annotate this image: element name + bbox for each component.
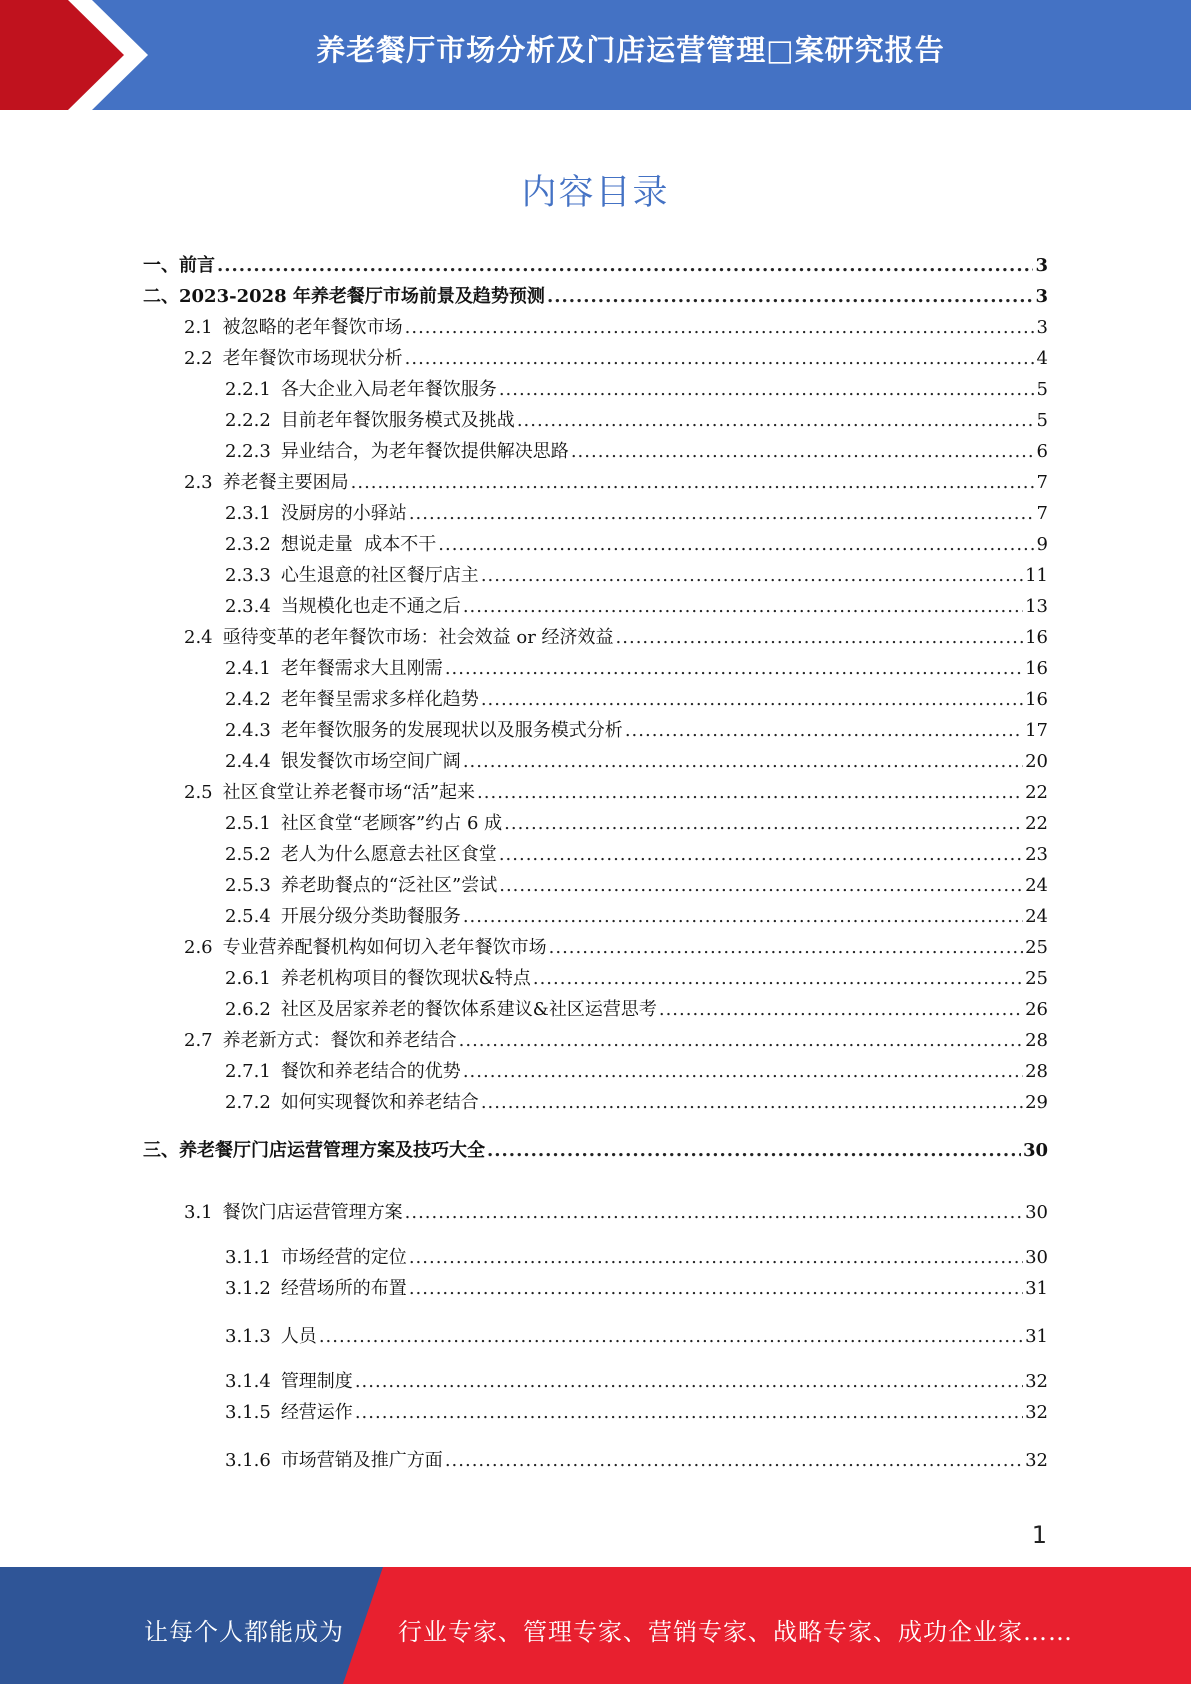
toc-entry-label: 养老新方式：餐饮和养老结合 [222, 1030, 457, 1051]
toc-dot-leader [438, 534, 1034, 556]
toc-entry-number: 2.2 [184, 348, 213, 369]
toc-entry[interactable] [225, 1371, 1048, 1393]
toc-entry[interactable] [225, 1402, 1048, 1424]
toc-entry[interactable] [225, 875, 1048, 897]
toc-entry[interactable] [225, 751, 1048, 773]
toc-entry[interactable] [184, 1202, 1048, 1224]
toc-dot-leader [409, 503, 1035, 525]
toc-entry-page: 32 [1025, 1371, 1048, 1392]
toc-entry-number: 2.5.3 [225, 875, 271, 896]
toc-entry-label: 人员 [280, 1326, 317, 1347]
toc-entry-number: 2.7.1 [225, 1061, 271, 1082]
toc-entry[interactable] [225, 1450, 1048, 1472]
toc-entry[interactable] [225, 441, 1048, 463]
toc-entry-label: 老年餐呈需求多样化趋势 [280, 689, 479, 710]
toc-dot-leader [477, 782, 1023, 804]
toc-entry-page: 5 [1036, 379, 1048, 400]
toc-entry-label: 被忽略的老年餐饮市场 [222, 317, 403, 338]
toc-entry-page: 23 [1025, 844, 1048, 865]
toc-entry[interactable] [143, 1140, 1048, 1162]
toc-dot-leader [499, 379, 1035, 401]
toc-entry-page: 7 [1036, 472, 1048, 493]
toc-entry[interactable] [143, 255, 1048, 277]
toc-entry-label: 市场营销及推广方面 [280, 1450, 443, 1471]
toc-dot-leader [571, 441, 1035, 463]
toc-entry[interactable] [225, 999, 1048, 1021]
toc-entry-label: 餐饮门店运营管理方案 [222, 1202, 403, 1223]
toc-entry-page: 9 [1036, 534, 1048, 555]
toc-dot-leader [319, 1326, 1023, 1348]
toc-entry-label: 经营场所的布置 [280, 1278, 407, 1299]
toc-dot-leader [217, 255, 1033, 277]
toc-entry-number: 2.3.1 [225, 503, 271, 524]
toc-dot-leader [463, 596, 1023, 618]
toc-entry-label: 没厨房的小驿站 [280, 503, 407, 524]
toc-entry[interactable] [225, 813, 1048, 835]
toc-entry-page: 28 [1025, 1061, 1048, 1082]
toc-entry-page: 28 [1025, 1030, 1048, 1051]
toc-dot-leader [409, 1247, 1023, 1269]
toc-dot-leader [445, 658, 1023, 680]
toc-entry-page: 3 [1035, 286, 1048, 307]
toc-entry[interactable] [184, 1030, 1048, 1052]
toc-entry-page: 3 [1036, 317, 1048, 338]
toc-dot-leader [481, 1092, 1023, 1114]
toc-entry-number: 2.4.4 [225, 751, 271, 772]
toc-entry-label: 三、养老餐厅门店运营管理方案及技巧大全 [143, 1140, 485, 1161]
toc-entry-number: 2.5.4 [225, 906, 271, 927]
toc-dot-leader [355, 1371, 1023, 1393]
toc-entry-page: 26 [1025, 999, 1048, 1020]
toc-dot-leader [659, 999, 1023, 1021]
toc-heading: 内容目录 [521, 173, 670, 213]
toc-entry-page: 16 [1025, 658, 1048, 679]
toc-dot-leader [351, 472, 1035, 494]
toc-entry-label: 想说走量 成本不干 [280, 534, 437, 555]
toc-entry-label: 异业结合，为老年餐饮提供解决思路 [280, 441, 569, 462]
toc-entry-number: 2.6.2 [225, 999, 271, 1020]
toc-entry-page: 5 [1036, 410, 1048, 431]
toc-entry[interactable] [225, 689, 1048, 711]
toc-entry-label: 养老餐主要困局 [222, 472, 349, 493]
toc-entry[interactable] [225, 844, 1048, 866]
toc-dot-leader [405, 1202, 1023, 1224]
toc-entry-number: 2.4.2 [225, 689, 271, 710]
toc-entry-label: 社区食堂“老顾客”约占 6 成 [280, 813, 503, 834]
toc-dot-leader [616, 627, 1024, 649]
toc-entry-page: 32 [1025, 1450, 1048, 1471]
footer-slogan-right: 行业专家、管理专家、营销专家、战略专家、成功企业家…… [398, 1618, 1073, 1646]
toc-entry[interactable] [225, 1092, 1048, 1114]
toc-dot-leader [499, 875, 1023, 897]
toc-entry-page: 30 [1025, 1247, 1048, 1268]
toc-entry-number: 3.1.2 [225, 1278, 271, 1299]
toc-dot-leader [459, 1030, 1023, 1052]
toc-entry-number: 2.4 [184, 627, 213, 648]
toc-entry-page: 16 [1025, 689, 1048, 710]
toc-entry-label: 银发餐饮市场空间广阔 [280, 751, 461, 772]
toc-entry[interactable] [225, 1278, 1048, 1300]
toc-entry[interactable] [184, 627, 1048, 649]
toc-entry-label: 专业营养配餐机构如何切入老年餐饮市场 [222, 937, 547, 958]
toc-entry[interactable] [225, 534, 1048, 556]
toc-entry-label: 社区食堂让养老餐市场“活”起来 [222, 782, 476, 803]
toc-entry[interactable] [225, 720, 1048, 742]
toc-entry-page: 22 [1025, 813, 1048, 834]
toc-entry-number: 3.1.1 [225, 1247, 271, 1268]
toc-entry-number: 2.5 [184, 782, 213, 803]
toc-entry-page: 22 [1025, 782, 1048, 803]
toc-entry-page: 4 [1036, 348, 1048, 369]
toc-entry-number: 2.2.1 [225, 379, 271, 400]
toc-entry-page: 31 [1025, 1278, 1048, 1299]
toc-entry-page: 7 [1036, 503, 1048, 524]
toc-entry[interactable] [143, 286, 1048, 308]
toc-entry-number: 2.5.1 [225, 813, 271, 834]
toc-entry-page: 17 [1025, 720, 1048, 741]
toc-entry-label: 二、2023-2028 年养老餐厅市场前景及趋势预测 [143, 286, 545, 307]
toc-entry-number: 3.1.3 [225, 1326, 271, 1347]
toc-entry-number: 3.1 [184, 1202, 213, 1223]
toc-dot-leader [463, 1061, 1023, 1083]
toc-entry-label: 老年餐饮市场现状分析 [222, 348, 403, 369]
toc-dot-leader [625, 720, 1023, 742]
toc-entry-number: 2.2.3 [225, 441, 271, 462]
toc-entry-label: 餐饮和养老结合的优势 [280, 1061, 461, 1082]
toc-dot-leader [504, 813, 1023, 835]
toc-entry-number: 2.6.1 [225, 968, 271, 989]
toc-entry-label: 管理制度 [280, 1371, 353, 1392]
footer-slogan-left: 让每个人都能成为 [144, 1618, 344, 1646]
toc-entry[interactable] [184, 348, 1048, 370]
toc-entry-number: 2.7 [184, 1030, 213, 1051]
toc-entry-number: 2.1 [184, 317, 213, 338]
toc-dot-leader [487, 1140, 1021, 1162]
toc-entry-label: 各大企业入局老年餐饮服务 [280, 379, 497, 400]
toc-entry-page: 3 [1035, 255, 1048, 276]
toc-entry-label: 老人为什么愿意去社区食堂 [280, 844, 497, 865]
toc-entry[interactable] [225, 379, 1048, 401]
toc-entry-page: 30 [1025, 1202, 1048, 1223]
toc-entry[interactable] [184, 317, 1048, 339]
toc-dot-leader [463, 906, 1023, 928]
toc-entry[interactable] [184, 937, 1048, 959]
toc-entry-number: 2.3.4 [225, 596, 271, 617]
toc-entry[interactable] [225, 1061, 1048, 1083]
toc-dot-leader [481, 689, 1023, 711]
toc-entry-page: 24 [1025, 906, 1048, 927]
toc-entry-number: 2.6 [184, 937, 213, 958]
toc-entry-page: 32 [1025, 1402, 1048, 1423]
toc-dot-leader [463, 751, 1023, 773]
toc-entry-number: 2.3.3 [225, 565, 271, 586]
toc-dot-leader [409, 1278, 1023, 1300]
toc-entry-label: 老年餐需求大且刚需 [280, 658, 443, 679]
toc-entry[interactable] [225, 658, 1048, 680]
toc-entry[interactable] [225, 968, 1048, 990]
page-footer [0, 1567, 1191, 1684]
toc-entry-number: 3.1.6 [225, 1450, 271, 1471]
toc-dot-leader [517, 410, 1035, 432]
toc-entry-page: 25 [1025, 968, 1048, 989]
toc-entry-label: 养老机构项目的餐饮现状&特点 [280, 968, 531, 989]
toc-entry-page: 20 [1025, 751, 1048, 772]
toc-entry[interactable] [225, 503, 1048, 525]
toc-entry-page: 25 [1025, 937, 1048, 958]
toc-dot-leader [405, 317, 1035, 339]
toc-entry-label: 市场经营的定位 [280, 1247, 407, 1268]
toc-entry[interactable] [225, 1326, 1048, 1348]
toc-entry[interactable] [225, 596, 1048, 618]
toc-entry[interactable] [225, 565, 1048, 587]
toc-entry-page: 16 [1025, 627, 1048, 648]
toc-entry[interactable] [225, 906, 1048, 928]
toc-dot-leader [481, 565, 1023, 587]
toc-entry-number: 2.5.2 [225, 844, 271, 865]
toc-entry-number: 3.1.5 [225, 1402, 271, 1423]
toc-entry-page: 29 [1025, 1092, 1048, 1113]
toc-entry[interactable] [225, 410, 1048, 432]
toc-dot-leader [405, 348, 1035, 370]
toc-entry-number: 2.2.2 [225, 410, 271, 431]
toc-entry-label: 目前老年餐饮服务模式及挑战 [280, 410, 515, 431]
toc-entry[interactable] [184, 782, 1048, 804]
toc-dot-leader [547, 286, 1034, 308]
toc-entry-page: 31 [1025, 1326, 1048, 1347]
toc-dot-leader [499, 844, 1023, 866]
toc-entry-label: 心生退意的社区餐厅店主 [280, 565, 479, 586]
toc-dot-leader [533, 968, 1023, 990]
toc-entry-label: 社区及居家养老的餐饮体系建议&社区运营思考 [280, 999, 657, 1020]
toc-entry-number: 2.3 [184, 472, 213, 493]
toc-dot-leader [355, 1402, 1023, 1424]
toc-entry-number: 3.1.4 [225, 1371, 271, 1392]
toc-entry-page: 24 [1025, 875, 1048, 896]
toc-entry-label: 一、前言 [143, 255, 215, 276]
toc-entry-label: 开展分级分类助餐服务 [280, 906, 461, 927]
toc-entry-label: 养老助餐点的“泛社区”尝试 [280, 875, 498, 896]
document-title: 养老餐厅市场分析及门店运营管理□案研究报告 [316, 33, 945, 67]
toc-entry-number: 2.4.1 [225, 658, 271, 679]
toc-entry-label: 老年餐饮服务的发展现状以及服务模式分析 [280, 720, 623, 741]
toc-entry[interactable] [184, 472, 1048, 494]
toc-entry-label: 如何实现餐饮和养老结合 [280, 1092, 479, 1113]
toc-entry-number: 2.3.2 [225, 534, 271, 555]
toc-entry-page: 6 [1036, 441, 1048, 462]
toc-entry-label: 亟待变革的老年餐饮市场：社会效益 or 经济效益 [222, 627, 614, 648]
toc-entry-number: 2.7.2 [225, 1092, 271, 1113]
toc-entry-number: 2.4.3 [225, 720, 271, 741]
toc-entry-page: 11 [1025, 565, 1048, 586]
toc-entry-label: 当规模化也走不通之后 [280, 596, 461, 617]
page-number: 1 [1031, 1521, 1047, 1549]
toc-dot-leader [549, 937, 1023, 959]
toc-entry-label: 经营运作 [280, 1402, 353, 1423]
toc-entry-page: 30 [1022, 1140, 1048, 1161]
toc-dot-leader [445, 1450, 1023, 1472]
toc-entry[interactable] [225, 1247, 1048, 1269]
toc-entry-page: 13 [1025, 596, 1048, 617]
